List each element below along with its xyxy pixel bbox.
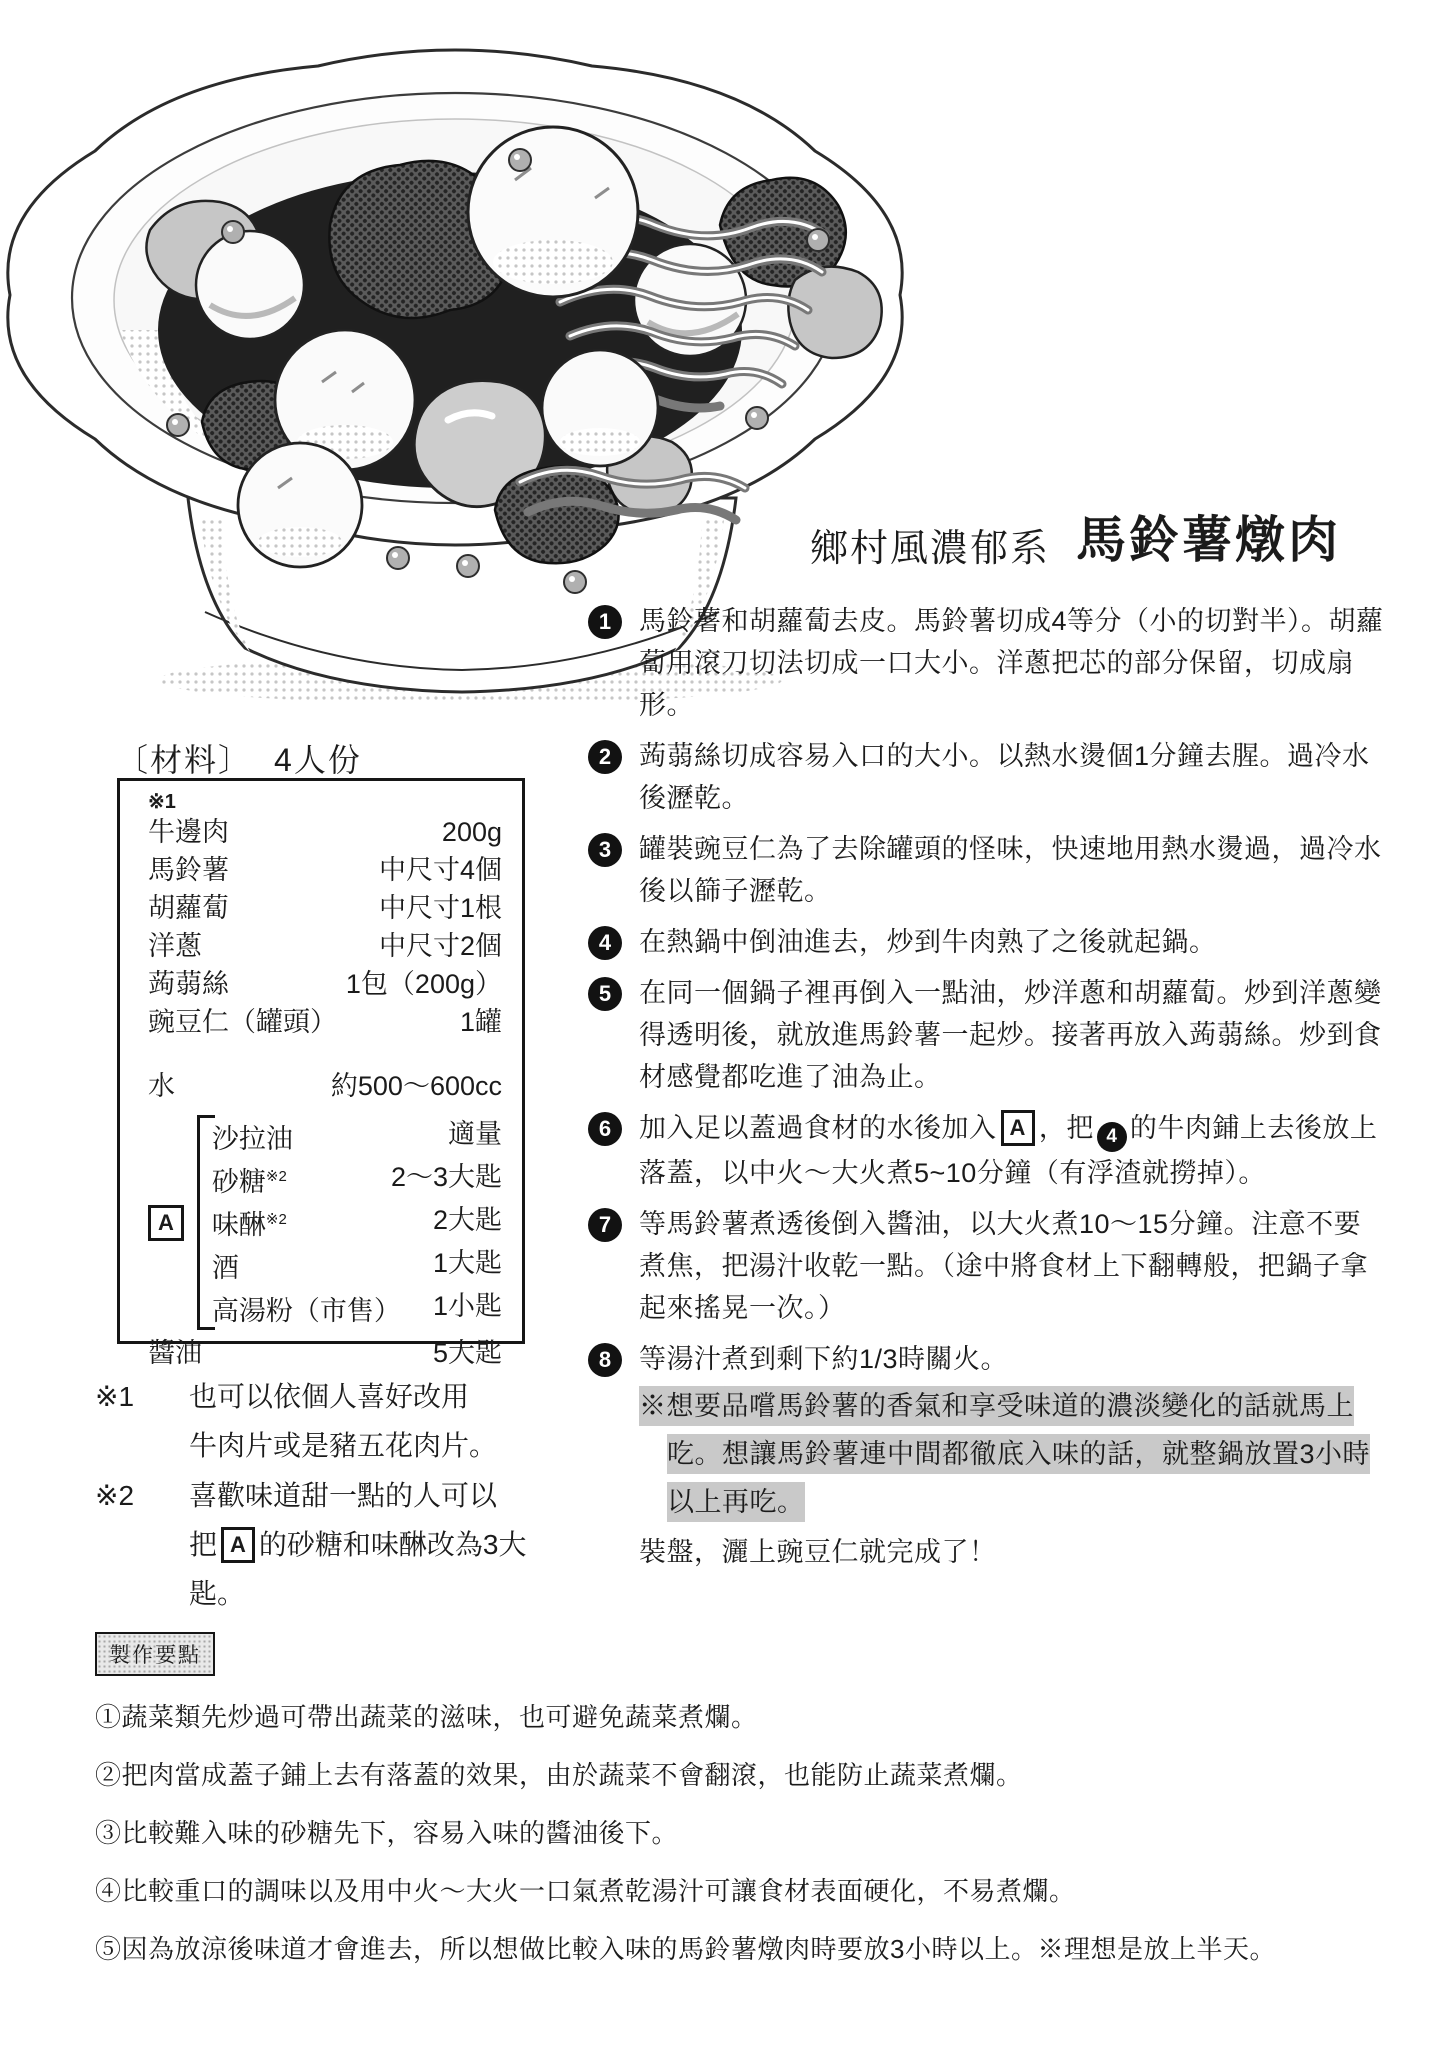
ingredient-row: 豌豆仁（罐頭） 1罐 [148, 1007, 502, 1037]
step-1-number: 1 [588, 605, 622, 639]
step-2-number: 2 [588, 740, 622, 774]
point-3: ③比較難入味的砂糖先下，容易入味的醬油後下。 [95, 1818, 679, 1848]
ingredient-row: 蒟蒻絲 1包（200g） [148, 969, 502, 999]
points-heading: 製作要點 [95, 1632, 215, 1676]
materials-label: 〔材料〕 [116, 742, 253, 778]
step-6 [588, 1107, 1388, 1194]
ingredient-row-soy: 醬油 5大匙 [148, 1338, 502, 1368]
ingredient-row: 味醂$^{※2}$ 2大匙 [211, 1205, 502, 1240]
step-2 [588, 735, 1388, 819]
footnote-2-mark: ※2 [95, 1480, 135, 1511]
ingredient-note-ref: ※1 [148, 791, 176, 813]
footnote-1-mark: ※1 [95, 1381, 135, 1412]
ingredient-row: 馬鈴薯 中尺寸4個 [148, 855, 502, 885]
ingredient-row-water: 水 約500～600cc [148, 1071, 502, 1101]
step-5 [588, 972, 1388, 1098]
step-7 [588, 1203, 1388, 1329]
step-4-text: 在熱鍋中倒油進去，炒到牛肉熟了之後就起鍋。 [639, 927, 1217, 957]
point-4: ④比較重口的調味以及用中火～大火一口氣煮乾湯汁可讓食材表面硬化，不易煮爛。 [95, 1876, 1076, 1906]
footnote-1: ※1 也可以依個人喜好改用 牛肉片或是豬五花肉片。 [95, 1372, 575, 1470]
step-1 [588, 600, 1388, 726]
step-4-ref: 4 [1097, 1122, 1127, 1152]
point-1: ①蔬菜類先炒過可帶出蔬菜的滋味，也可避免蔬菜煮爛。 [95, 1702, 758, 1732]
potato [196, 231, 304, 339]
step-5-text: 在同一個鍋子裡再倒入一點油，炒洋蔥和胡蘿蔔。炒到洋蔥變得透明後，就放進馬鈴薯一起炒。接著再放入蒟蒻絲。炒到食材感覺都吃進了油為止。 [639, 978, 1382, 1092]
step-5-number: 5 [588, 977, 622, 1011]
ingredient-row: 高湯粉（市售） 1小匙 [211, 1291, 502, 1326]
recipe-subtitle: 鄉村風濃郁系 [810, 528, 1051, 570]
footnote-2: ※2 喜歡味道甜一點的人可以 把 A 的砂糖和味醂改為3大匙。 [95, 1471, 575, 1618]
carrot-chunk [788, 267, 881, 358]
ingredient-row: 沙拉油 適量 [211, 1119, 502, 1154]
recipe-title [810, 500, 1400, 572]
meat-chunk [495, 466, 619, 563]
ingredient-row: 洋蔥 中尺寸2個 [148, 931, 502, 961]
step-4-number: 4 [588, 926, 622, 960]
step-6-number: 6 [588, 1112, 622, 1146]
servings: 4人份 [274, 742, 362, 778]
step-2-text: 蒟蒻絲切成容易入口的大小。以熱水燙個1分鐘去腥。過冷水後瀝乾。 [639, 741, 1370, 813]
ingredients-box [117, 778, 525, 1368]
step-7-number: 7 [588, 1208, 622, 1242]
group-a-bracket [197, 1115, 502, 1330]
footnotes [95, 1372, 575, 1618]
step-8-number: 8 [588, 1343, 622, 1377]
point-5: ⑤因為放涼後味道才會進去，所以想做比較入味的馬鈴薯燉肉時要放3小時以上。※理想是放上半天。 [95, 1934, 1276, 1964]
point-2: ②把肉當成蓋子鋪上去有落蓋的效果，由於蔬菜不會翻滾，也能防止蔬菜煮爛。 [95, 1760, 1023, 1790]
step-3-text: 罐裝豌豆仁為了去除罐頭的怪味，快速地用熱水燙過，過冷水後以篩子瀝乾。 [639, 834, 1382, 906]
ingredient-row: 酒 1大匙 [211, 1248, 502, 1283]
ingredient-row: 胡蘿蔔 中尺寸1根 [148, 893, 502, 923]
step-1-text: 馬鈴薯和胡蘿蔔去皮。馬鈴薯切成4等分（小的切對半）。胡蘿蔔用滾刀切法切成一口大小。洋蔥把芯的部分保留，切成扇形。 [639, 606, 1384, 720]
steps-list [588, 600, 1388, 1583]
group-a-ref: A [1001, 1110, 1035, 1146]
group-a-ref: A [221, 1527, 255, 1563]
ingredient-row: 牛邊肉 200g [148, 817, 502, 847]
step-8-highlight-note: ※想要品嚐馬鈴薯的香氣和享受味道的濃淡變化的話就馬上吃。想讓馬鈴薯連中間都徹底入味的話，就整鍋放置3小時以上再吃。 [639, 1382, 1387, 1526]
finish-line: 裝盤，灑上豌豆仁就完成了！ [639, 1537, 997, 1567]
seasoning-group-a [148, 1115, 502, 1330]
step-8 [588, 1338, 1388, 1574]
making-points [95, 1632, 1425, 1992]
group-a-badge: A [148, 1205, 184, 1241]
recipe-title-main: 馬鈴薯燉肉 [1076, 512, 1342, 568]
step-7-text: 等馬鈴薯煮透後倒入醬油，以大火煮10～15分鐘。注意不要煮焦，把湯汁收乾一點。（途中將食材上下翻轉般，把鍋子拿起來搖晃一次。） [639, 1209, 1368, 1323]
step-3 [588, 828, 1388, 912]
ingredient-row: 砂糖$^{※2}$ 2～3大匙 [211, 1162, 502, 1197]
materials-heading [116, 735, 362, 781]
step-6-text: 加入足以蓋過食材的水後加入 A ，把 4 的牛肉鋪上去後放上落蓋，以中火～大火煮5~10分鐘（有浮渣就撈掉）。 [639, 1107, 1387, 1194]
step-4 [588, 921, 1388, 963]
step-3-number: 3 [588, 833, 622, 867]
step-8-text: 等湯汁煮到剩下約1/3時關火。 ※想要品嚐馬鈴薯的香氣和享受味道的濃淡變化的話就馬上吃。想讓馬鈴薯連中間都徹底入味的話，就整鍋放置3小時以上再吃。 裝盤，灑上豌豆仁就完成了！ [639, 1338, 1387, 1574]
